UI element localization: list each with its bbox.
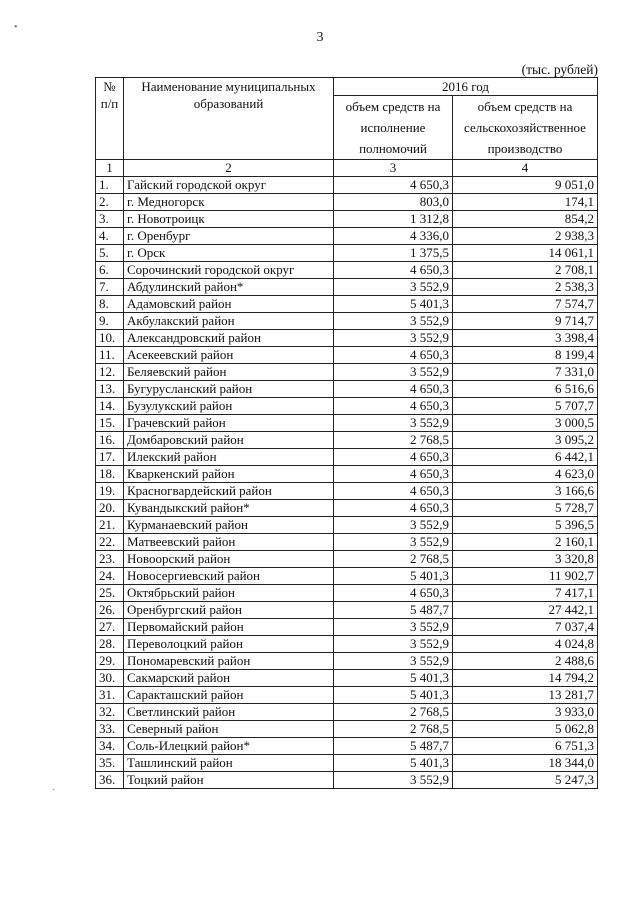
municipality-name: Ташлинский район xyxy=(124,755,334,772)
table-row xyxy=(96,194,598,211)
value-agriculture: 2 538,3 xyxy=(453,279,598,296)
municipality-name: г. Орск xyxy=(124,245,334,262)
table-row xyxy=(96,602,598,619)
municipality-name: Сакмарский район xyxy=(124,670,334,687)
municipality-name: Новосергиевский район xyxy=(124,568,334,585)
table-row xyxy=(96,517,598,534)
value-powers: 4 650,3 xyxy=(334,500,453,517)
value-agriculture: 174,1 xyxy=(453,194,598,211)
row-number: 34. xyxy=(96,738,124,755)
value-powers: 2 768,5 xyxy=(334,721,453,738)
row-number: 16. xyxy=(96,432,124,449)
value-powers: 4 650,3 xyxy=(334,347,453,364)
municipality-name: Октябрьский район xyxy=(124,585,334,602)
municipality-name: Асекеевский район xyxy=(124,347,334,364)
value-agriculture: 18 344,0 xyxy=(453,755,598,772)
row-number: 21. xyxy=(96,517,124,534)
value-agriculture: 7 417,1 xyxy=(453,585,598,602)
row-number: 20. xyxy=(96,500,124,517)
row-number: 27. xyxy=(96,619,124,636)
row-number: 10. xyxy=(96,330,124,347)
row-number: 15. xyxy=(96,415,124,432)
municipality-name: Александровский район xyxy=(124,330,334,347)
value-agriculture: 14 061,1 xyxy=(453,245,598,262)
value-agriculture: 14 794,2 xyxy=(453,670,598,687)
value-agriculture: 6 442,1 xyxy=(453,449,598,466)
value-agriculture: 5 062,8 xyxy=(453,721,598,738)
municipality-name: Северный район xyxy=(124,721,334,738)
value-agriculture: 854,2 xyxy=(453,211,598,228)
table-row xyxy=(96,330,598,347)
value-powers: 5 401,3 xyxy=(334,670,453,687)
table-row xyxy=(96,245,598,262)
row-number: 3. xyxy=(96,211,124,228)
value-agriculture: 3 320,8 xyxy=(453,551,598,568)
table-row xyxy=(96,585,598,602)
row-number: 25. xyxy=(96,585,124,602)
row-number: 5. xyxy=(96,245,124,262)
municipality-name: Абдулинский район* xyxy=(124,279,334,296)
municipality-name: Сорочинский городской округ xyxy=(124,262,334,279)
value-agriculture: 3 933,0 xyxy=(453,704,598,721)
value-agriculture: 27 442,1 xyxy=(453,602,598,619)
municipality-name: Первомайский район xyxy=(124,619,334,636)
municipality-name: Оренбургский район xyxy=(124,602,334,619)
value-agriculture: 6 751,3 xyxy=(453,738,598,755)
budget-table xyxy=(95,77,598,789)
column-index: 1 xyxy=(96,160,124,177)
value-powers: 3 552,9 xyxy=(334,619,453,636)
value-powers: 2 768,5 xyxy=(334,551,453,568)
table-row xyxy=(96,568,598,585)
row-number: 36. xyxy=(96,772,124,789)
table-row xyxy=(96,177,598,194)
value-powers: 3 552,9 xyxy=(334,517,453,534)
municipality-name: Кувандыкский район* xyxy=(124,500,334,517)
municipality-name: Новоорский район xyxy=(124,551,334,568)
municipality-name: Илекский район xyxy=(124,449,334,466)
value-agriculture: 3 166,6 xyxy=(453,483,598,500)
row-number: 31. xyxy=(96,687,124,704)
value-agriculture: 7 574,7 xyxy=(453,296,598,313)
value-powers: 3 552,9 xyxy=(334,415,453,432)
municipality-name: Кваркенский район xyxy=(124,466,334,483)
table-row xyxy=(96,347,598,364)
row-number: 7. xyxy=(96,279,124,296)
value-powers: 5 487,7 xyxy=(334,738,453,755)
municipality-name: Матвеевский район xyxy=(124,534,334,551)
municipality-name: Акбулакский район xyxy=(124,313,334,330)
value-powers: 5 487,7 xyxy=(334,602,453,619)
value-powers: 3 552,9 xyxy=(334,653,453,670)
row-number: 4. xyxy=(96,228,124,245)
row-number: 17. xyxy=(96,449,124,466)
row-number: 24. xyxy=(96,568,124,585)
value-powers: 5 401,3 xyxy=(334,755,453,772)
header-col3: объем средств на исполнение полномочий xyxy=(334,96,453,160)
table-row xyxy=(96,279,598,296)
column-index: 4 xyxy=(453,160,598,177)
row-number: 12. xyxy=(96,364,124,381)
row-number: 28. xyxy=(96,636,124,653)
row-number: 8. xyxy=(96,296,124,313)
value-agriculture: 3 095,2 xyxy=(453,432,598,449)
row-number: 1. xyxy=(96,177,124,194)
row-number: 2. xyxy=(96,194,124,211)
municipality-name: Бузулукский район xyxy=(124,398,334,415)
municipality-name: Переволоцкий район xyxy=(124,636,334,653)
value-agriculture: 11 902,7 xyxy=(453,568,598,585)
header-num: № п/п xyxy=(96,78,124,160)
value-powers: 5 401,3 xyxy=(334,296,453,313)
value-agriculture: 6 516,6 xyxy=(453,381,598,398)
table-row xyxy=(96,738,598,755)
value-agriculture: 3 000,5 xyxy=(453,415,598,432)
value-powers: 3 552,9 xyxy=(334,636,453,653)
municipality-name: г. Оренбург xyxy=(124,228,334,245)
table-row xyxy=(96,228,598,245)
value-powers: 4 650,3 xyxy=(334,262,453,279)
value-powers: 4 650,3 xyxy=(334,466,453,483)
table-row xyxy=(96,398,598,415)
table-row xyxy=(96,670,598,687)
value-agriculture: 7 331,0 xyxy=(453,364,598,381)
header-col4: объем средств на сельскохозяйственное производство xyxy=(453,96,598,160)
table-row xyxy=(96,721,598,738)
municipality-name: Красногвардейский район xyxy=(124,483,334,500)
value-agriculture: 2 488,6 xyxy=(453,653,598,670)
table-row xyxy=(96,755,598,772)
value-agriculture: 4 024,8 xyxy=(453,636,598,653)
table-row xyxy=(96,211,598,228)
row-number: 30. xyxy=(96,670,124,687)
value-powers: 1 375,5 xyxy=(334,245,453,262)
units-label: (тыс. рублей) xyxy=(521,62,598,77)
value-powers: 3 552,9 xyxy=(334,772,453,789)
value-agriculture: 3 398,4 xyxy=(453,330,598,347)
header-name: Наименование муниципальных образований xyxy=(124,78,334,160)
scan-mark: · xyxy=(52,785,56,796)
row-number: 32. xyxy=(96,704,124,721)
value-agriculture: 9 714,7 xyxy=(453,313,598,330)
value-powers: 1 312,8 xyxy=(334,211,453,228)
value-powers: 5 401,3 xyxy=(334,687,453,704)
table-body xyxy=(96,177,598,789)
row-number: 29. xyxy=(96,653,124,670)
value-powers: 4 650,3 xyxy=(334,449,453,466)
municipality-name: Курманаевский район xyxy=(124,517,334,534)
value-powers: 4 650,3 xyxy=(334,381,453,398)
table-row xyxy=(96,500,598,517)
column-index: 3 xyxy=(334,160,453,177)
row-number: 22. xyxy=(96,534,124,551)
row-number: 19. xyxy=(96,483,124,500)
value-powers: 5 401,3 xyxy=(334,568,453,585)
table-row xyxy=(96,653,598,670)
row-number: 6. xyxy=(96,262,124,279)
value-agriculture: 5 707,7 xyxy=(453,398,598,415)
value-powers: 4 336,0 xyxy=(334,228,453,245)
table-row xyxy=(96,466,598,483)
value-powers: 2 768,5 xyxy=(334,432,453,449)
header-year: 2016 год xyxy=(334,78,598,96)
value-powers: 3 552,9 xyxy=(334,330,453,347)
municipality-name: Домбаровский район xyxy=(124,432,334,449)
scan-mark: • xyxy=(14,22,18,33)
row-number: 33. xyxy=(96,721,124,738)
row-number: 14. xyxy=(96,398,124,415)
table-row xyxy=(96,534,598,551)
value-agriculture: 4 623,0 xyxy=(453,466,598,483)
value-powers: 3 552,9 xyxy=(334,534,453,551)
table-row xyxy=(96,687,598,704)
page-number: 3 xyxy=(316,30,324,45)
municipality-name: Тоцкий район xyxy=(124,772,334,789)
municipality-name: г. Новотроицк xyxy=(124,211,334,228)
value-powers: 4 650,3 xyxy=(334,585,453,602)
municipality-name: Беляевский район xyxy=(124,364,334,381)
value-powers: 4 650,3 xyxy=(334,177,453,194)
row-number: 11. xyxy=(96,347,124,364)
table-row xyxy=(96,262,598,279)
municipality-name: Пономаревский район xyxy=(124,653,334,670)
row-number: 18. xyxy=(96,466,124,483)
value-powers: 3 552,9 xyxy=(334,313,453,330)
column-index: 2 xyxy=(124,160,334,177)
table-row xyxy=(96,415,598,432)
municipality-name: г. Медногорск xyxy=(124,194,334,211)
value-agriculture: 5 396,5 xyxy=(453,517,598,534)
table-row xyxy=(96,551,598,568)
table-row xyxy=(96,772,598,789)
table-row xyxy=(96,449,598,466)
value-agriculture: 2 708,1 xyxy=(453,262,598,279)
value-agriculture: 13 281,7 xyxy=(453,687,598,704)
table-row xyxy=(96,432,598,449)
municipality-name: Гайский городской округ xyxy=(124,177,334,194)
municipality-name: Бугурусланский район xyxy=(124,381,334,398)
table-row xyxy=(96,313,598,330)
value-agriculture: 9 051,0 xyxy=(453,177,598,194)
municipality-name: Адамовский район xyxy=(124,296,334,313)
value-agriculture: 7 037,4 xyxy=(453,619,598,636)
value-agriculture: 5 247,3 xyxy=(453,772,598,789)
value-powers: 2 768,5 xyxy=(334,704,453,721)
row-number: 13. xyxy=(96,381,124,398)
value-agriculture: 5 728,7 xyxy=(453,500,598,517)
row-number: 35. xyxy=(96,755,124,772)
table-row xyxy=(96,636,598,653)
municipality-name: Саракташский район xyxy=(124,687,334,704)
municipality-name: Соль-Илецкий район* xyxy=(124,738,334,755)
value-powers: 4 650,3 xyxy=(334,398,453,415)
value-powers: 3 552,9 xyxy=(334,364,453,381)
value-agriculture: 2 938,3 xyxy=(453,228,598,245)
table-row xyxy=(96,483,598,500)
table-row xyxy=(96,364,598,381)
value-powers: 803,0 xyxy=(334,194,453,211)
row-number: 9. xyxy=(96,313,124,330)
value-agriculture: 2 160,1 xyxy=(453,534,598,551)
municipality-name: Грачевский район xyxy=(124,415,334,432)
table-row xyxy=(96,296,598,313)
table-row xyxy=(96,704,598,721)
row-number: 23. xyxy=(96,551,124,568)
value-powers: 4 650,3 xyxy=(334,483,453,500)
municipality-name: Светлинский район xyxy=(124,704,334,721)
table-row xyxy=(96,619,598,636)
value-powers: 3 552,9 xyxy=(334,279,453,296)
table-row xyxy=(96,381,598,398)
row-number: 26. xyxy=(96,602,124,619)
value-agriculture: 8 199,4 xyxy=(453,347,598,364)
